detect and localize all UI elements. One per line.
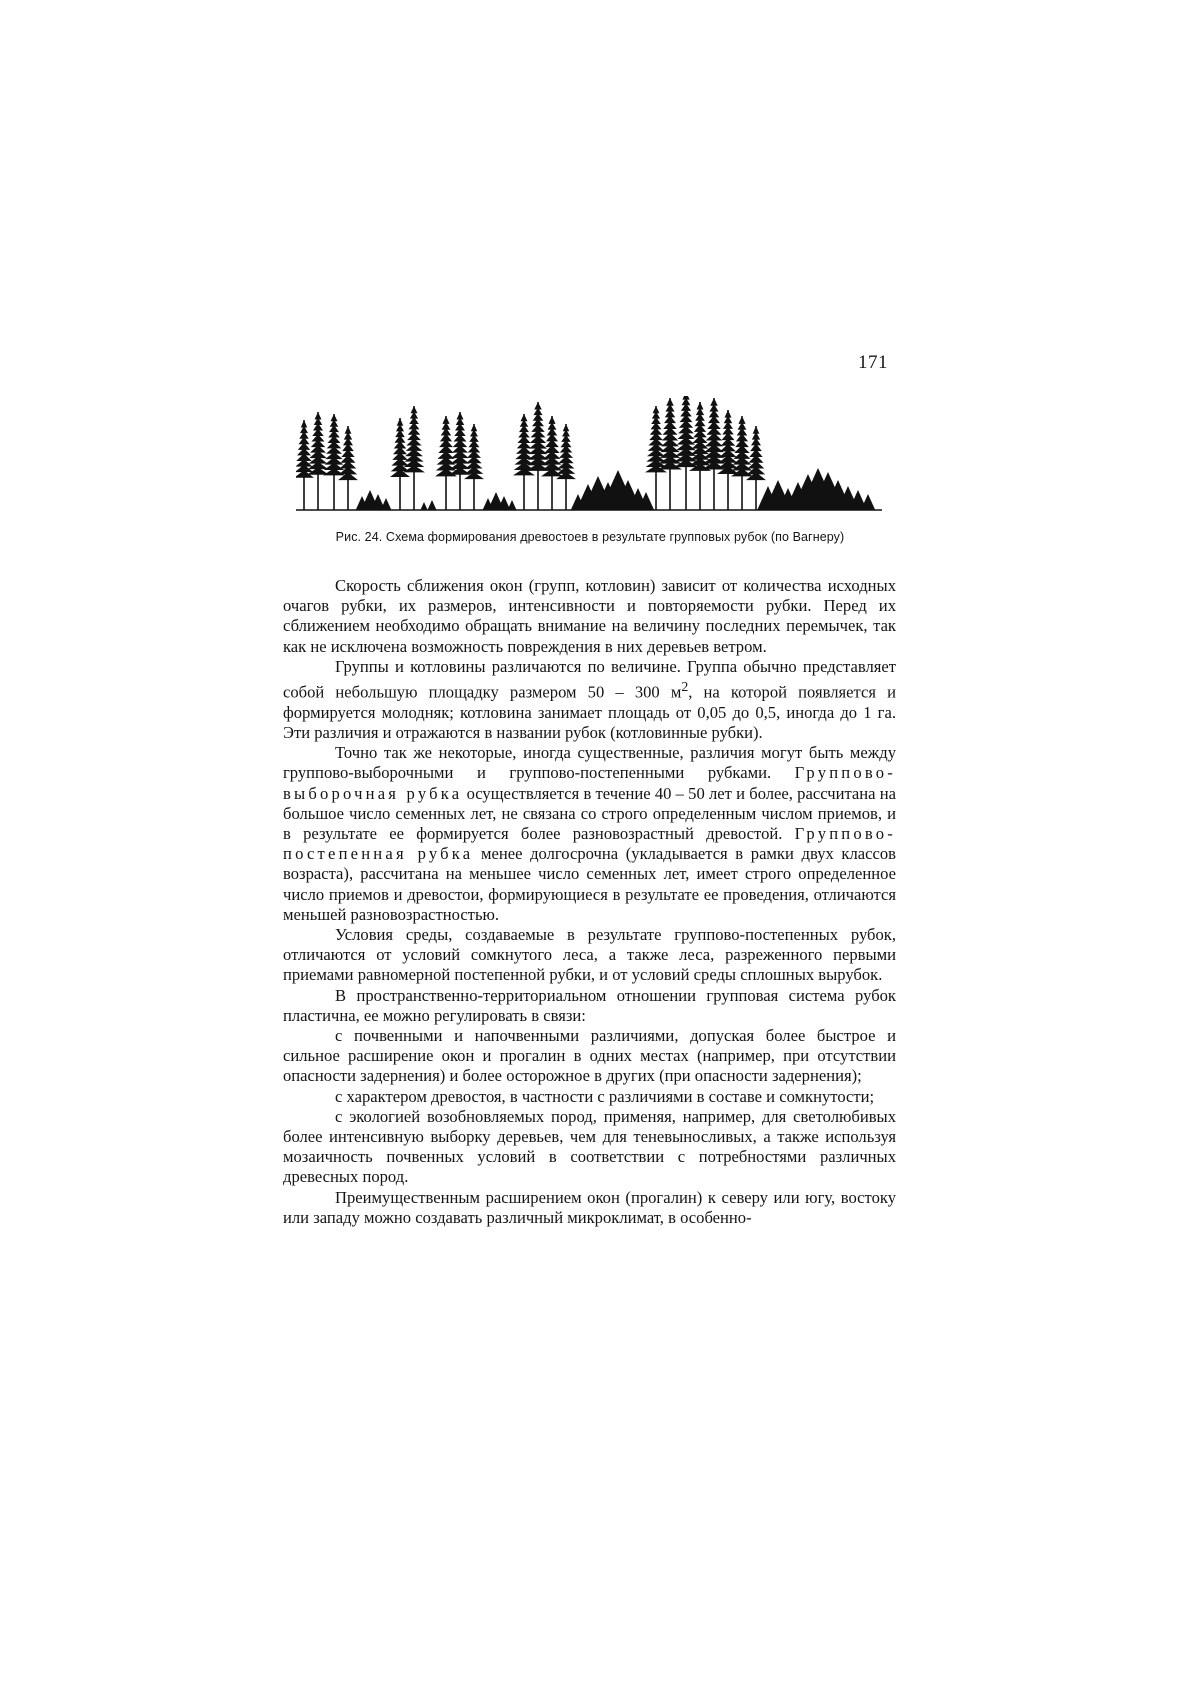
paragraph-2-part-b: , на которой появляется и формируется молодняк; котловина занимает площадь от 0,05 до 0,5, иногда до 1 га. Эти различия и отражаются в названии рубок (котловинные рубки).	[283, 682, 896, 742]
list-item-soil: с почвенными и напочвенными различиями, допуская более быстрое и сильное расширение окон и прогалин в одних местах (например, при отсутствии опасности задернения) и более осторожное в других (при опасности задернения);	[283, 1026, 896, 1086]
list-item-ecology: с экологией возобновляемых пород, применяя, например, для светолюбивых более интенсивную выборку деревьев, чем для теневыносливых, а также используя мозаичность почвенных условий в соответствии с потребностями различных древесных пород.	[283, 1106, 896, 1187]
paragraph-2	[283, 657, 896, 743]
tree-10-crown	[513, 414, 535, 475]
tree-3-crown	[323, 414, 345, 475]
sapling-10	[508, 500, 517, 510]
superscript-2: 2	[681, 679, 689, 695]
sapling-5	[420, 502, 427, 510]
paragraph-3-part-a: Точно так же некоторые, иногда существенные, различия могут быть между группово-выборочными и группово-постепенными рубками.	[283, 743, 896, 783]
tree-21-crown	[746, 426, 766, 480]
tree-8-crown	[449, 412, 471, 475]
page-number: 171	[858, 352, 888, 373]
tree-5-crown	[390, 418, 410, 477]
paragraph-3-part-b: осуществляется в течение 40 – 50 лет и более, рассчитана на большое число семенных лет, не связана со строго определенным числом приемов, и в результате ее формируется более разновозрастный древостой.	[283, 783, 897, 843]
paragraph-2-part-a: Группы и котловины различаются по величине. Группа обычно представляет собой небольшую площадку размером 50 – 300 м	[283, 656, 896, 702]
tree-13-crown	[556, 424, 576, 479]
term-group-selection-cutting: Группово-выборочная рубка	[283, 763, 896, 803]
paragraph-5: В пространственно-территориальном отношении групповая система рубок пластична, ее можно регулировать в связи:	[283, 985, 896, 1025]
paragraph-6: Преимущественным расширением окон (прогалин) к северу или югу, востоку или западу можно создавать различный микроклимат, в особенно-	[283, 1187, 896, 1227]
list-item-stand: с характером древостоя, в частности с различиями в составе и сомкнутости;	[335, 1086, 875, 1106]
tree-9-crown	[464, 424, 484, 479]
tree-11-crown	[526, 402, 550, 471]
tree-6-crown	[403, 406, 425, 472]
figure-caption: Рис. 24. Схема формирования древостоев в результате групповых рубок (по Вагнеру)	[335, 530, 845, 544]
term-group-shelterwood-cutting: Группово-постепенная рубка	[283, 823, 896, 864]
paragraph-3-part-c: менее долгосрочна (укладывается в рамки двух классов возраста), рассчитана на меньшее число семенных лет, имеет строго определенное число приемов и древостои, формирующиеся в результате ее проведения, отличаются меньшей разновозрастностью.	[283, 844, 897, 924]
sapling-6	[428, 500, 437, 510]
forest-group-cutting-illustration	[296, 396, 882, 520]
paragraph-3	[283, 743, 896, 925]
body-text	[283, 576, 896, 1228]
paragraph-1: Скорость сближения окон (групп, котловин) зависит от количества исходных очагов рубки, их размеров, интенсивности и повторяемости рубки. Перед их сближением необходимо обращать внимание на величину последних перемычек, так как не исключена возможность повреждения в них деревьев ветром.	[283, 576, 896, 656]
paragraph-4: Условия среды, создаваемые в результате группово-постепенных рубок, отличаются от условий сомкнутого леса, а также леса, разреженного первыми приемами равномерной постепенной рубки, и от условий среды сплошных вырубок.	[283, 924, 896, 985]
